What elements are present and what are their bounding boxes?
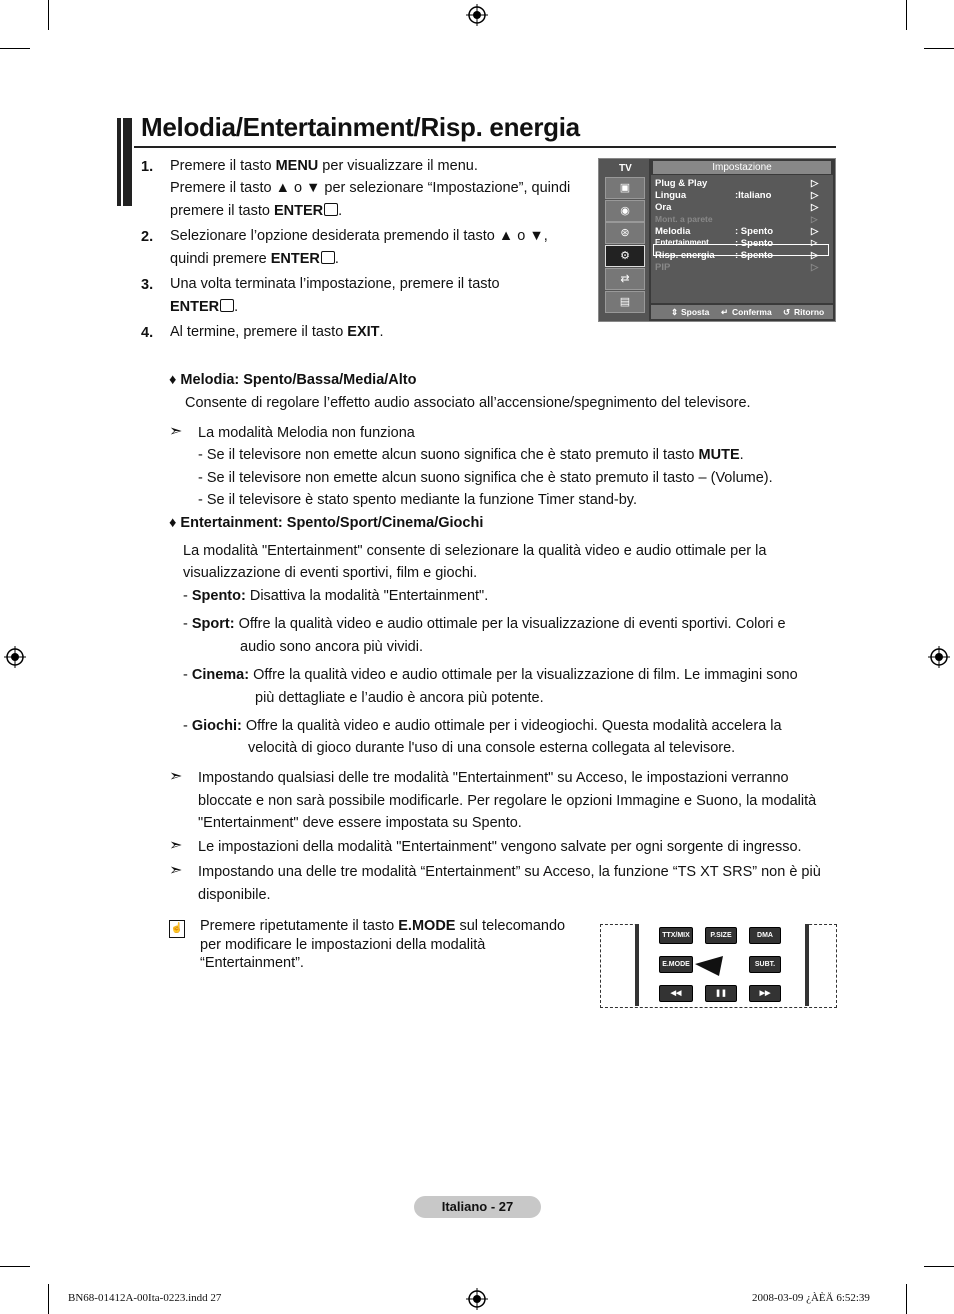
arrow-right-icon: ▷ — [811, 190, 819, 201]
entertainment-paragraph: La modalità "Entertainment" consente di selezionare la qualità video e audio ottimale per la — [183, 543, 767, 559]
osd-row: Mont. a parete ▷ — [655, 214, 818, 224]
enter-icon — [324, 203, 338, 216]
arrow-right-icon: ▷ — [811, 178, 819, 189]
remote-body — [635, 924, 809, 1006]
note-arrow-icon: ➣ — [169, 768, 183, 785]
melodia-bullet: - Se il televisore non emette alcun suono significa che è stato premuto il tasto MUTE. — [198, 447, 744, 463]
option-cinema: - Cinema: Offre la qualità video e audio ottimale per la visualizzazione di film. Le immagini sono — [183, 667, 798, 683]
arrow-right-icon: ▷ — [811, 238, 818, 247]
note-text: bloccate e non sarà possibile modificarle. Per regolare le opzioni Immagine e Suono, la modalità — [198, 793, 817, 809]
step-number: 1. — [141, 159, 154, 175]
step-number: 3. — [141, 277, 154, 293]
title-accent-bar — [117, 118, 132, 206]
step-text: Premere il tasto MENU per visualizzare il menu. — [170, 158, 478, 174]
step-text: Premere il tasto ▲ o ▼ per selezionare “Impostazione”, quindi — [170, 180, 571, 196]
step-text: ENTER . — [170, 299, 239, 315]
note-text: disponibile. — [198, 887, 271, 903]
entertainment-paragraph: visualizzazione di eventi sportivi, film e giochi. — [183, 565, 478, 581]
option-sport: audio sono ancora più vividi. — [240, 639, 423, 655]
emode-text: Premere ripetutamente il tasto E.MODE sul telecomando — [200, 918, 566, 934]
registration-mark-icon — [466, 4, 488, 26]
subt-button: SUBT. — [749, 956, 781, 973]
step-text: Selezionare l’opzione desiderata premendo il tasto ▲ o ▼, — [170, 228, 548, 244]
melodia-description: Consente di regolare l’effetto audio associato all’accensione/spegnimento del televisore. — [185, 395, 751, 411]
crop-mark — [924, 48, 954, 49]
slug-timestamp: 2008-03-09 ¿ÀÈÄ 6:52:39 — [752, 1292, 870, 1304]
note-text: Impostando qualsiasi delle tre modalità "Entertainment" su Acceso, le impostazioni verranno — [198, 770, 789, 786]
registration-mark-icon — [466, 1288, 488, 1310]
fast-forward-button: ▶▶ — [749, 985, 781, 1002]
step-text: quindi premere ENTER . — [170, 251, 339, 267]
arrow-right-icon: ▷ — [811, 262, 819, 273]
osd-row: Lingua :Italiano ▷ — [655, 190, 819, 201]
note-arrow-icon: ➣ — [169, 837, 183, 854]
option-giochi: velocità di gioco durante l'uso di una console esterna collegata al televisore. — [248, 740, 736, 756]
crop-mark — [0, 48, 30, 49]
remote-illustration — [600, 924, 837, 1008]
crop-mark — [906, 1284, 907, 1314]
updown-icon: ⇕ — [671, 307, 679, 317]
step-text: Una volta terminata l’impostazione, premere il tasto — [170, 276, 500, 292]
sound-icon: ◉ — [605, 200, 645, 222]
step-text: premere il tasto ENTER . — [170, 203, 343, 219]
step-text: Al termine, premere il tasto EXIT. — [170, 324, 384, 340]
step-number: 4. — [141, 325, 154, 341]
page-title: Melodia/Entertainment/Risp. energia — [141, 112, 580, 142]
registration-mark-icon — [4, 646, 26, 668]
note-arrow-icon: ➣ — [169, 423, 183, 440]
note-text: "Entertainment" deve essere impostata su Spento. — [198, 815, 522, 831]
rewind-button: ◀◀ — [659, 985, 693, 1002]
option-sport: - Sport: Offre la qualità video e audio ottimale per la visualizzazione di eventi sportivi. Colori e — [183, 616, 786, 632]
emode-text: “Entertainment”. — [200, 955, 304, 971]
note-text: Impostando una delle tre modalità “Entertainment” su Acceso, la funzione “TS XT SRS” non è più — [198, 864, 821, 880]
input-icon: ⇄ — [605, 268, 645, 290]
picture-icon: ▣ — [605, 177, 645, 199]
osd-header: Impostazione — [653, 161, 831, 174]
osd-row: Entertainment : Spento ▷ — [655, 238, 818, 249]
psize-button: P.SIZE — [705, 927, 737, 944]
melodia-note: La modalità Melodia non funziona — [198, 425, 415, 441]
emode-button: E.MODE — [659, 956, 693, 973]
melodia-heading: ♦ Melodia: Spento/Bassa/Media/Alto — [169, 372, 417, 388]
emode-text: per modificare le impostazioni della modalità — [200, 937, 486, 953]
dma-button: DMA — [749, 927, 781, 944]
arrow-right-icon: ▷ — [811, 202, 819, 213]
tv-osd-menu — [598, 158, 836, 322]
application-icon: ▤ — [605, 291, 645, 313]
channel-icon: ⊛ — [605, 222, 645, 244]
arrow-right-icon: ▷ — [811, 214, 818, 224]
registration-mark-icon — [928, 646, 950, 668]
crop-mark — [48, 1284, 49, 1314]
memo-hand-icon: ☝ — [169, 920, 185, 938]
arrow-right-icon: ▷ — [811, 250, 819, 261]
pointer-arrow-icon — [695, 954, 725, 976]
crop-mark — [48, 0, 49, 30]
option-giochi: - Giochi: Offre la qualità video e audio ottimale per i videogiochi. Questa modalità accelera la — [183, 718, 782, 734]
osd-row: Melodia : Spento ▷ — [655, 226, 819, 237]
return-icon: ↺ — [783, 307, 791, 317]
slug-filename: BN68-01412A-00Ita-0223.indd 27 — [68, 1292, 222, 1304]
title-divider — [134, 146, 836, 148]
entertainment-heading: ♦ Entertainment: Spento/Sport/Cinema/Giochi — [169, 515, 484, 531]
option-cinema: più dettagliate e l’audio è ancora più potente. — [255, 690, 544, 706]
option-spento: - Spento: Disattiva la modalità "Entertainment". — [183, 588, 489, 604]
osd-panel — [651, 175, 833, 303]
osd-row: Risp. energia : Spento ▷ — [655, 250, 819, 261]
pause-button: ❚❚ — [705, 985, 737, 1002]
osd-footer: ⇕ Sposta ↵ Conferma ↺ Ritorno — [651, 305, 833, 319]
crop-mark — [906, 0, 907, 30]
page-number: Italiano - 27 — [414, 1196, 541, 1218]
enter-icon: ↵ — [721, 307, 729, 317]
step-number: 2. — [141, 229, 154, 245]
osd-sidebar — [599, 159, 649, 321]
ttx-mix-button: TTX/MIX — [659, 927, 693, 944]
osd-row: Ora ▷ — [655, 202, 819, 213]
note-arrow-icon: ➣ — [169, 862, 183, 879]
crop-mark — [924, 1266, 954, 1267]
melodia-bullet: - Se il televisore non emette alcun suono significa che è stato premuto il tasto – (Volume). — [198, 470, 773, 486]
enter-icon — [220, 299, 234, 312]
arrow-right-icon: ▷ — [811, 226, 819, 237]
osd-row: Plug & Play ▷ — [655, 178, 819, 189]
enter-icon — [321, 251, 335, 264]
osd-tv-label: TV — [619, 163, 632, 174]
melodia-bullet: - Se il televisore è stato spento mediante la funzione Timer stand-by. — [198, 492, 637, 508]
crop-mark — [0, 1266, 30, 1267]
osd-row: PIP ▷ — [655, 262, 819, 273]
note-text: Le impostazioni della modalità "Entertainment" vengono salvate per ogni sorgente di ingresso. — [198, 839, 802, 855]
setup-icon: ⚙ — [605, 245, 645, 267]
